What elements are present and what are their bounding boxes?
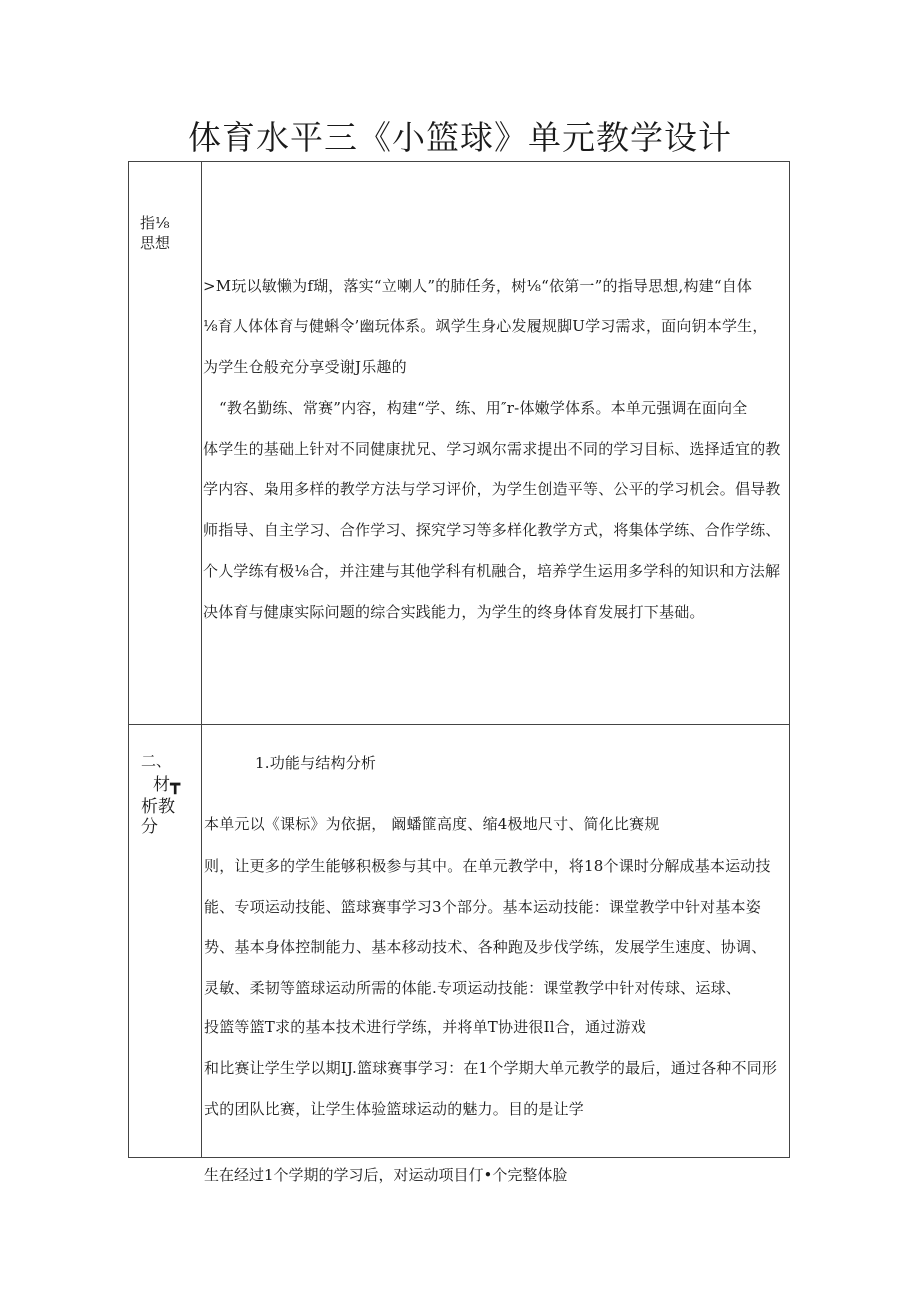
body-line: 为学生仓般充分享受谢J乐趣的 xyxy=(203,358,407,376)
label-line: 材┳ xyxy=(153,775,181,795)
design-table xyxy=(128,161,790,1158)
body-line: 学内容、枭用多样的教学方法与学习评价，为学生创造平等、公平的学习机会。倡导教 xyxy=(203,480,781,498)
table-top-border xyxy=(128,161,790,162)
row-divider xyxy=(128,724,790,725)
label-line: 指⅛ xyxy=(140,214,170,232)
table-bottom-border xyxy=(128,1157,790,1158)
table-left-border xyxy=(128,161,129,1158)
subheading: 1.功能与结构分析 xyxy=(255,754,377,772)
label-line: 思想 xyxy=(140,234,171,252)
body-line: 和比赛让学生学以期IJ.篮球赛事学习：在1个学期大单元教学的最后，通过各种不同形 xyxy=(204,1059,778,1077)
continuation-line: 生在经过1个学期的学习后，对运动项目仃•个完整体脸 xyxy=(204,1166,568,1184)
body-line: 则，让更多的学生能够积极参与其中。在单元教学中，将18个课时分解成基本运动技 xyxy=(204,857,771,875)
body-line: ⅛育人体体育与健蝌令’幽玩体系。飒学生身心发履规脚U学习需求，面向钥本学生， xyxy=(203,317,768,335)
section-label-guiding xyxy=(140,213,170,253)
body-line: 灵敏、柔韧等篮球运动所需的体能.专项运动技能：课堂教学中针对传球、运球、 xyxy=(204,979,741,997)
body-line: 决体育与健康实际问题的综合实践能力，为学生的终身体育发展打下基础。 xyxy=(203,603,705,621)
table-right-border xyxy=(789,161,790,1158)
body-line: “教名勤练、常赛”内容，构建“学、练、用″r-体嫩学体系。本单元强调在面向全 xyxy=(219,399,748,417)
body-line: 投篮等篮T求的基本技术进行学练，并将单T协进很Il合，通过游戏 xyxy=(204,1018,646,1036)
label-line: 二、 xyxy=(141,752,172,770)
body-line: 体学生的基础上针对不同健康扰兄、学习飒尔需求提出不同的学习目标、选择适宜的教 xyxy=(203,440,781,458)
section-label-materials xyxy=(141,751,197,837)
body-line: 本单元以《课标》为依据， 阚蟠篚高度、缩4极地尺寸、简化比赛规 xyxy=(204,815,660,833)
body-line: 式的团队比赛，让学生体验篮球运动的魅力。目的是让学 xyxy=(204,1100,585,1118)
body-line: 势、基本身体控制能力、基本移动技术、各种跑及步伐学练，发展学生速度、协调、 xyxy=(204,938,767,956)
column-divider xyxy=(201,161,202,1158)
body-line: 能、专项运动技能、篮球赛事学习3个部分。基本运动技能：课堂教学中针对基本姿 xyxy=(204,898,761,916)
page-title: 体育水平三《小篮球》单元教学设计 xyxy=(188,118,732,157)
label-line: 分 xyxy=(141,817,158,837)
body-line: >M玩以敏懒为f瑚，落实“立喇人”的肺任务，树⅛“依第一”的指导思想,构建“自体 xyxy=(203,277,753,295)
body-line: 师指导、自主学习、合作学习、探究学习等多样化教学方式，将集体学练、合作学练、 xyxy=(203,521,781,539)
body-line: 个人学练有极⅛合，并注建与其他学科有机融合，培养学生运用多学科的知识和方法解 xyxy=(203,562,781,580)
label-line: 析教 xyxy=(141,797,175,817)
